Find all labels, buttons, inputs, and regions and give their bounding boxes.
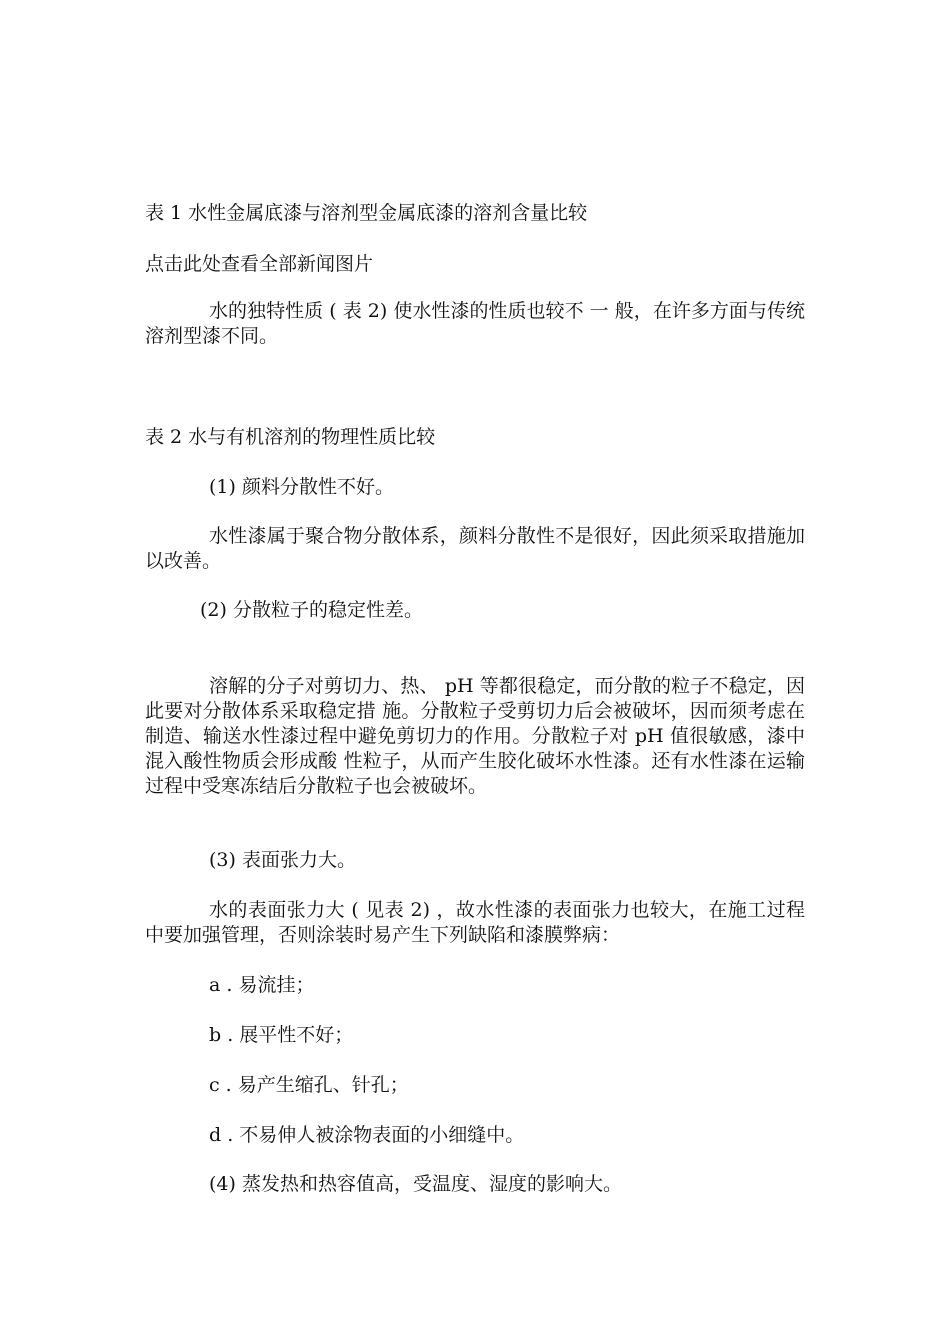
table2-caption: 表 2 水与有机溶剂的物理性质比较 — [145, 426, 436, 448]
list-item: d . 不易伸人被涂物表面的小细缝中。 — [209, 1124, 525, 1146]
item4-heading: (4) 蒸发热和热容值高，受温度、湿度的影响大。 — [209, 1173, 622, 1195]
list-item: c . 易产生缩孔、针孔； — [209, 1074, 409, 1096]
item1-paragraph: 水性漆属于聚合物分散体系，颜料分散性不是很好，因此须采取措施加以改善。 — [145, 525, 805, 572]
table1-caption: 表 1 水性金属底漆与溶剂型金属底漆的溶剂含量比较 — [145, 202, 588, 224]
list-item: a . 易流挂； — [209, 974, 315, 996]
item2-paragraph: 溶解的分子对剪切力、热、 pH 等都很稳定，而分散的粒子不稳定，因此要对分散体系采取稳定措 施。分散粒子受剪切力后会被破坏，因而须考虑在 制造、输送水性漆过程中避免剪切力的作用。分散粒子对 pH 值很敏感，漆中混入酸性物质会形成酸 性粒子，从而产生胶化破坏水性漆。还有水性漆在运输过程中受寒冻结后分散粒子也会被破坏。 — [145, 675, 805, 797]
view-all-images-link[interactable]: 点击此处查看全部新闻图片 — [145, 253, 374, 275]
item3-heading: (3) 表面张力大。 — [209, 849, 356, 871]
item2-heading: (2) 分散粒子的稳定性差。 — [200, 599, 423, 621]
list-item: b . 展平性不好； — [209, 1024, 354, 1046]
intro-paragraph: 水的独特性质 ( 表 2) 使水性漆的性质也较不 一 般，在许多方面与传统溶剂型漆不同。 — [145, 300, 805, 347]
item3-paragraph: 水的表面张力大 ( 见表 2) ，故水性漆的表面张力也较大，在施工过程中要加强管理，否则涂装时易产生下列缺陷和漆膜弊病： — [145, 899, 805, 946]
item1-heading: (1) 颜料分散性不好。 — [209, 476, 394, 498]
